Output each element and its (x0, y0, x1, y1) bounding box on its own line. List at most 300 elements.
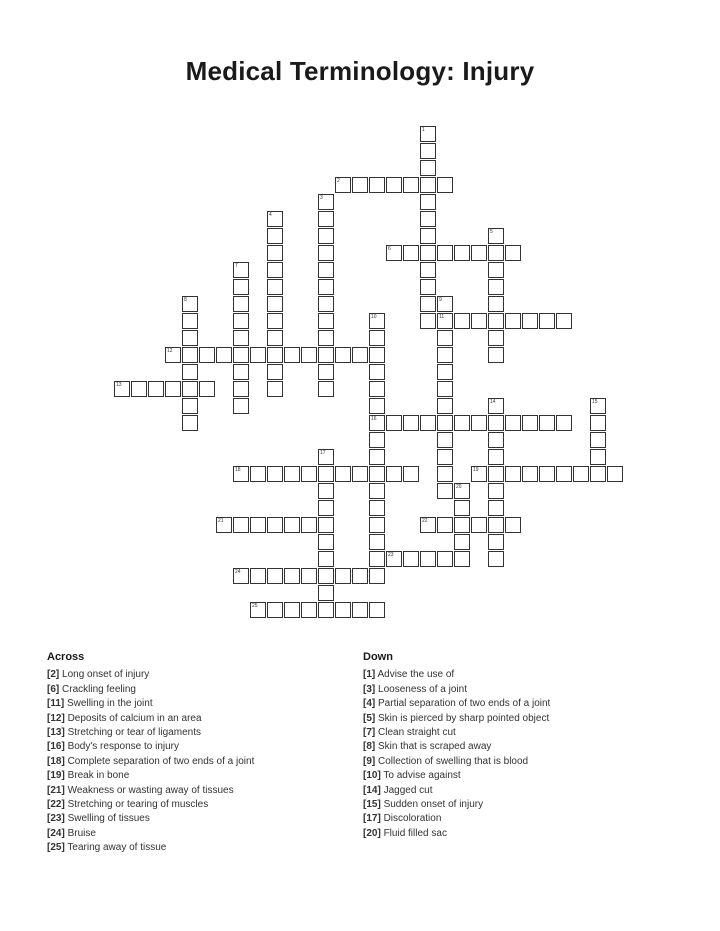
cell-number: 24 (235, 569, 241, 575)
grid-cell[interactable] (471, 313, 487, 329)
grid-cell[interactable] (318, 364, 334, 380)
down-clue (363, 683, 550, 697)
clue-text: Swelling of tissues (67, 813, 150, 825)
grid-cell[interactable] (488, 262, 504, 278)
grid-cell[interactable] (488, 279, 504, 295)
grid-cell[interactable] (250, 466, 266, 482)
grid-cell[interactable] (437, 517, 453, 533)
down-clue (363, 784, 550, 798)
grid-cell[interactable] (454, 415, 470, 431)
clue-number: [17] (363, 813, 381, 825)
clue-number: [18] (47, 755, 65, 767)
grid-cell[interactable] (369, 347, 385, 363)
down-clue (363, 798, 550, 812)
clue-number: [15] (363, 799, 381, 811)
cell-number: 23 (388, 552, 394, 558)
grid-cell[interactable] (250, 602, 266, 618)
grid-cell[interactable] (471, 245, 487, 261)
grid-cell[interactable] (199, 347, 215, 363)
grid-cell[interactable] (590, 466, 606, 482)
cell-number: 18 (235, 467, 241, 473)
grid-cell[interactable] (267, 313, 283, 329)
grid-cell[interactable] (352, 466, 368, 482)
grid-cell[interactable] (386, 466, 402, 482)
grid-cell[interactable] (318, 313, 334, 329)
grid-cell[interactable] (182, 415, 198, 431)
grid-cell[interactable] (148, 381, 164, 397)
clue-text: Advise the use of (377, 669, 455, 681)
grid-cell[interactable] (284, 602, 300, 618)
grid-cell[interactable] (335, 568, 351, 584)
grid-cell[interactable] (437, 296, 453, 312)
clue-number: [7] (363, 727, 376, 739)
grid-cell[interactable] (182, 313, 198, 329)
clue-number: [11] (47, 698, 65, 710)
grid-cell[interactable] (182, 296, 198, 312)
clue-text: Stretching or tear of ligaments (67, 727, 201, 739)
grid-cell[interactable] (114, 381, 130, 397)
grid-cell[interactable] (420, 313, 436, 329)
grid-cell[interactable] (182, 381, 198, 397)
cell-number: 21 (218, 518, 224, 524)
grid-cell[interactable] (267, 262, 283, 278)
clue-text: Jagged cut (383, 784, 433, 796)
clue-text: Skin is pierced by sharp pointed object (378, 712, 550, 724)
clue-number: [5] (363, 712, 376, 724)
cell-number: 3 (320, 195, 323, 201)
grid-cell[interactable] (267, 296, 283, 312)
across-clue (47, 755, 254, 769)
grid-cell[interactable] (403, 415, 419, 431)
grid-cell[interactable] (420, 160, 436, 176)
clue-text: Fluid filled sac (383, 827, 447, 839)
cell-number: 25 (252, 603, 258, 609)
grid-cell[interactable] (420, 228, 436, 244)
grid-cell[interactable] (182, 398, 198, 414)
grid-cell[interactable] (488, 296, 504, 312)
grid-cell[interactable] (233, 262, 249, 278)
clue-number: [2] (47, 669, 60, 681)
across-clues (47, 650, 254, 856)
grid-cell[interactable] (454, 313, 470, 329)
across-clue (47, 798, 254, 812)
grid-cell[interactable] (335, 466, 351, 482)
grid-cell[interactable] (437, 381, 453, 397)
clue-number: [16] (47, 741, 65, 753)
grid-cell[interactable] (318, 449, 334, 465)
grid-cell[interactable] (488, 483, 504, 499)
down-clue (363, 712, 550, 726)
grid-cell[interactable] (505, 415, 521, 431)
cell-number: 13 (116, 382, 122, 388)
grid-cell[interactable] (369, 415, 385, 431)
grid-cell[interactable] (488, 398, 504, 414)
grid-cell[interactable] (420, 126, 436, 142)
grid-cell[interactable] (318, 245, 334, 261)
grid-cell[interactable] (454, 551, 470, 567)
grid-cell[interactable] (233, 568, 249, 584)
down-clue (363, 697, 550, 711)
grid-cell[interactable] (403, 245, 419, 261)
grid-cell[interactable] (369, 568, 385, 584)
grid-cell[interactable] (437, 347, 453, 363)
grid-cell[interactable] (233, 313, 249, 329)
cell-number: 6 (388, 246, 391, 252)
down-clue (363, 740, 550, 754)
grid-cell[interactable] (488, 245, 504, 261)
grid-cell[interactable] (437, 432, 453, 448)
grid-cell[interactable] (267, 466, 283, 482)
clue-number: [19] (47, 770, 65, 782)
grid-cell[interactable] (590, 432, 606, 448)
grid-cell[interactable] (488, 466, 504, 482)
grid-cell[interactable] (369, 534, 385, 550)
grid-cell[interactable] (233, 517, 249, 533)
grid-cell[interactable] (369, 500, 385, 516)
grid-cell[interactable] (267, 517, 283, 533)
grid-cell[interactable] (318, 602, 334, 618)
grid-cell[interactable] (318, 517, 334, 533)
across-clue (47, 841, 254, 855)
clue-text: Crackling feeling (62, 683, 136, 695)
clue-text: Complete separation of two ends of a joint (67, 755, 255, 767)
grid-cell[interactable] (420, 211, 436, 227)
grid-cell[interactable] (318, 228, 334, 244)
grid-cell[interactable] (471, 466, 487, 482)
clue-number: [21] (47, 784, 65, 796)
clue-text: Break in bone (67, 770, 130, 782)
down-clue (363, 668, 550, 682)
clue-text: Skin that is scraped away (378, 741, 492, 753)
grid-cell[interactable] (420, 279, 436, 295)
grid-cell[interactable] (488, 228, 504, 244)
grid-cell[interactable] (488, 517, 504, 533)
grid-cell[interactable] (352, 347, 368, 363)
grid-cell[interactable] (420, 177, 436, 193)
grid-cell[interactable] (556, 313, 572, 329)
clue-text: Swelling in the joint (67, 698, 153, 710)
grid-cell[interactable] (437, 449, 453, 465)
clue-number: [3] (363, 683, 376, 695)
clue-text: Looseness of a joint (378, 683, 467, 695)
grid-cell[interactable] (369, 364, 385, 380)
clue-text: Sudden onset of injury (383, 799, 484, 811)
grid-cell[interactable] (488, 449, 504, 465)
grid-cell[interactable] (437, 398, 453, 414)
grid-cell[interactable] (437, 177, 453, 193)
grid-cell[interactable] (454, 500, 470, 516)
grid-cell[interactable] (590, 398, 606, 414)
grid-cell[interactable] (233, 330, 249, 346)
grid-cell[interactable] (420, 296, 436, 312)
grid-cell[interactable] (488, 500, 504, 516)
clue-text: Partial separation of two ends of a joint (378, 698, 551, 710)
grid-cell[interactable] (420, 517, 436, 533)
grid-cell[interactable] (420, 194, 436, 210)
cell-number: 4 (269, 212, 272, 218)
cell-number: 15 (592, 399, 598, 405)
grid-cell[interactable] (505, 245, 521, 261)
across-clue (47, 697, 254, 711)
grid-cell[interactable] (420, 415, 436, 431)
grid-cell[interactable] (165, 381, 181, 397)
grid-cell[interactable] (233, 347, 249, 363)
clue-text: To advise against (383, 770, 461, 782)
grid-cell[interactable] (488, 432, 504, 448)
grid-cell[interactable] (369, 517, 385, 533)
grid-cell[interactable] (437, 466, 453, 482)
grid-cell[interactable] (522, 415, 538, 431)
grid-cell[interactable] (437, 364, 453, 380)
grid-cell[interactable] (318, 534, 334, 550)
cell-number: 17 (320, 450, 326, 456)
cell-number: 20 (456, 484, 462, 490)
grid-cell[interactable] (267, 381, 283, 397)
clue-text: Body's response to injury (67, 741, 179, 753)
cell-number: 22 (422, 518, 428, 524)
clue-number: [25] (47, 842, 65, 854)
grid-cell[interactable] (403, 466, 419, 482)
grid-cell[interactable] (318, 262, 334, 278)
grid-cell[interactable] (335, 347, 351, 363)
grid-cell[interactable] (233, 381, 249, 397)
grid-cell[interactable] (233, 364, 249, 380)
grid-cell[interactable] (556, 466, 572, 482)
grid-cell[interactable] (369, 466, 385, 482)
grid-cell[interactable] (250, 517, 266, 533)
grid-cell[interactable] (318, 568, 334, 584)
grid-cell[interactable] (250, 347, 266, 363)
grid-cell[interactable] (369, 602, 385, 618)
grid-cell[interactable] (488, 330, 504, 346)
grid-cell[interactable] (301, 517, 317, 533)
grid-cell[interactable] (318, 330, 334, 346)
across-clue (47, 683, 254, 697)
grid-cell[interactable] (301, 602, 317, 618)
grid-cell[interactable] (267, 347, 283, 363)
grid-cell[interactable] (403, 177, 419, 193)
grid-cell[interactable] (590, 449, 606, 465)
across-clue (47, 812, 254, 826)
grid-cell[interactable] (233, 296, 249, 312)
clue-text: Long onset of injury (62, 669, 150, 681)
grid-cell[interactable] (318, 381, 334, 397)
grid-cell[interactable] (182, 347, 198, 363)
clue-number: [6] (47, 683, 60, 695)
grid-cell[interactable] (267, 330, 283, 346)
grid-cell[interactable] (335, 177, 351, 193)
grid-cell[interactable] (539, 313, 555, 329)
grid-cell[interactable] (590, 415, 606, 431)
grid-cell[interactable] (369, 398, 385, 414)
grid-cell[interactable] (403, 551, 419, 567)
cell-number: 16 (371, 416, 377, 422)
grid-cell[interactable] (216, 517, 232, 533)
grid-cell[interactable] (318, 551, 334, 567)
cell-number: 1 (422, 127, 425, 133)
clue-number: [13] (47, 727, 65, 739)
grid-cell[interactable] (267, 364, 283, 380)
grid-cell[interactable] (369, 177, 385, 193)
grid-cell[interactable] (386, 415, 402, 431)
grid-cell[interactable] (454, 534, 470, 550)
across-clue (47, 726, 254, 740)
across-clue (47, 784, 254, 798)
grid-cell[interactable] (267, 568, 283, 584)
grid-cell[interactable] (386, 245, 402, 261)
clue-number: [4] (363, 698, 376, 710)
grid-cell[interactable] (318, 347, 334, 363)
grid-cell[interactable] (369, 313, 385, 329)
clue-number: [12] (47, 712, 65, 724)
grid-cell[interactable] (386, 177, 402, 193)
grid-cell[interactable] (369, 449, 385, 465)
grid-cell[interactable] (301, 466, 317, 482)
grid-cell[interactable] (284, 517, 300, 533)
grid-cell[interactable] (284, 347, 300, 363)
clue-number: [20] (363, 827, 381, 839)
grid-cell[interactable] (267, 602, 283, 618)
grid-cell[interactable] (352, 568, 368, 584)
grid-cell[interactable] (522, 466, 538, 482)
grid-cell[interactable] (488, 347, 504, 363)
grid-cell[interactable] (437, 330, 453, 346)
cell-number: 14 (490, 399, 496, 405)
down-clue (363, 827, 550, 841)
clue-text: Stretching or tearing of muscles (67, 799, 209, 811)
cell-number: 12 (167, 348, 173, 354)
grid-cell[interactable] (488, 551, 504, 567)
grid-cell[interactable] (318, 296, 334, 312)
clue-text: Discoloration (383, 813, 442, 825)
grid-cell[interactable] (318, 500, 334, 516)
grid-cell[interactable] (284, 568, 300, 584)
grid-cell[interactable] (556, 415, 572, 431)
clue-text: Weakness or wasting away of tissues (67, 784, 234, 796)
grid-cell[interactable] (454, 245, 470, 261)
grid-cell[interactable] (505, 466, 521, 482)
down-clue (363, 755, 550, 769)
grid-cell[interactable] (607, 466, 623, 482)
grid-cell[interactable] (437, 313, 453, 329)
grid-cell[interactable] (318, 279, 334, 295)
clue-number: [8] (363, 741, 376, 753)
grid-cell[interactable] (199, 381, 215, 397)
grid-cell[interactable] (437, 415, 453, 431)
grid-cell[interactable] (267, 228, 283, 244)
cell-number: 7 (235, 263, 238, 269)
down-clue (363, 812, 550, 826)
across-clue (47, 769, 254, 783)
grid-cell[interactable] (318, 466, 334, 482)
down-clue (363, 769, 550, 783)
grid-cell[interactable] (284, 466, 300, 482)
clue-number: [24] (47, 827, 65, 839)
clue-text: Deposits of calcium in an area (67, 712, 202, 724)
cell-number: 11 (439, 314, 445, 320)
grid-cell[interactable] (233, 279, 249, 295)
grid-cell[interactable] (505, 313, 521, 329)
grid-cell[interactable] (420, 245, 436, 261)
grid-cell[interactable] (386, 551, 402, 567)
cell-number: 19 (473, 467, 479, 473)
grid-cell[interactable] (539, 466, 555, 482)
page-title: Medical Terminology: Injury (185, 56, 535, 86)
grid-cell[interactable] (369, 483, 385, 499)
grid-cell[interactable] (131, 381, 147, 397)
grid-cell[interactable] (318, 194, 334, 210)
grid-cell[interactable] (216, 347, 232, 363)
grid-cell[interactable] (437, 551, 453, 567)
across-clue (47, 668, 254, 682)
grid-cell[interactable] (250, 568, 266, 584)
grid-cell[interactable] (471, 415, 487, 431)
grid-cell[interactable] (454, 517, 470, 533)
grid-cell[interactable] (488, 415, 504, 431)
clue-number: [9] (363, 755, 376, 767)
grid-cell[interactable] (301, 347, 317, 363)
grid-cell[interactable] (233, 466, 249, 482)
grid-cell[interactable] (267, 279, 283, 295)
cell-number: 9 (439, 297, 442, 303)
down-clue (363, 726, 550, 740)
grid-cell[interactable] (318, 585, 334, 601)
grid-cell[interactable] (505, 517, 521, 533)
grid-cell[interactable] (352, 602, 368, 618)
grid-cell[interactable] (352, 177, 368, 193)
clue-number: [14] (363, 784, 381, 796)
grid-cell[interactable] (522, 313, 538, 329)
grid-cell[interactable] (301, 568, 317, 584)
grid-cell[interactable] (335, 602, 351, 618)
grid-cell[interactable] (437, 245, 453, 261)
cell-number: 8 (184, 297, 187, 303)
down-heading: Down (363, 651, 393, 663)
grid-cell[interactable] (488, 313, 504, 329)
grid-cell[interactable] (369, 432, 385, 448)
grid-cell[interactable] (488, 534, 504, 550)
grid-cell[interactable] (267, 245, 283, 261)
grid-cell[interactable] (420, 143, 436, 159)
grid-cell[interactable] (369, 381, 385, 397)
grid-cell[interactable] (454, 483, 470, 499)
grid-cell[interactable] (437, 483, 453, 499)
grid-cell[interactable] (233, 398, 249, 414)
down-clues (363, 650, 550, 841)
clue-text: Tearing away of tissue (67, 842, 167, 854)
grid-cell[interactable] (420, 262, 436, 278)
grid-cell[interactable] (420, 551, 436, 567)
grid-cell[interactable] (369, 551, 385, 567)
grid-cell[interactable] (182, 330, 198, 346)
grid-cell[interactable] (369, 330, 385, 346)
grid-cell[interactable] (165, 347, 181, 363)
grid-cell[interactable] (471, 517, 487, 533)
across-clue-list (47, 668, 254, 855)
grid-cell[interactable] (573, 466, 589, 482)
clue-text: Clean straight cut (378, 727, 456, 739)
across-heading: Across (47, 651, 85, 663)
cell-number: 5 (490, 229, 493, 235)
grid-cell[interactable] (318, 211, 334, 227)
clue-text: Bruise (67, 827, 96, 839)
grid-cell[interactable] (539, 415, 555, 431)
grid-cell[interactable] (267, 211, 283, 227)
grid-cell[interactable] (318, 483, 334, 499)
across-clue (47, 827, 254, 841)
cell-number: 2 (337, 178, 340, 184)
grid-cell[interactable] (182, 364, 198, 380)
